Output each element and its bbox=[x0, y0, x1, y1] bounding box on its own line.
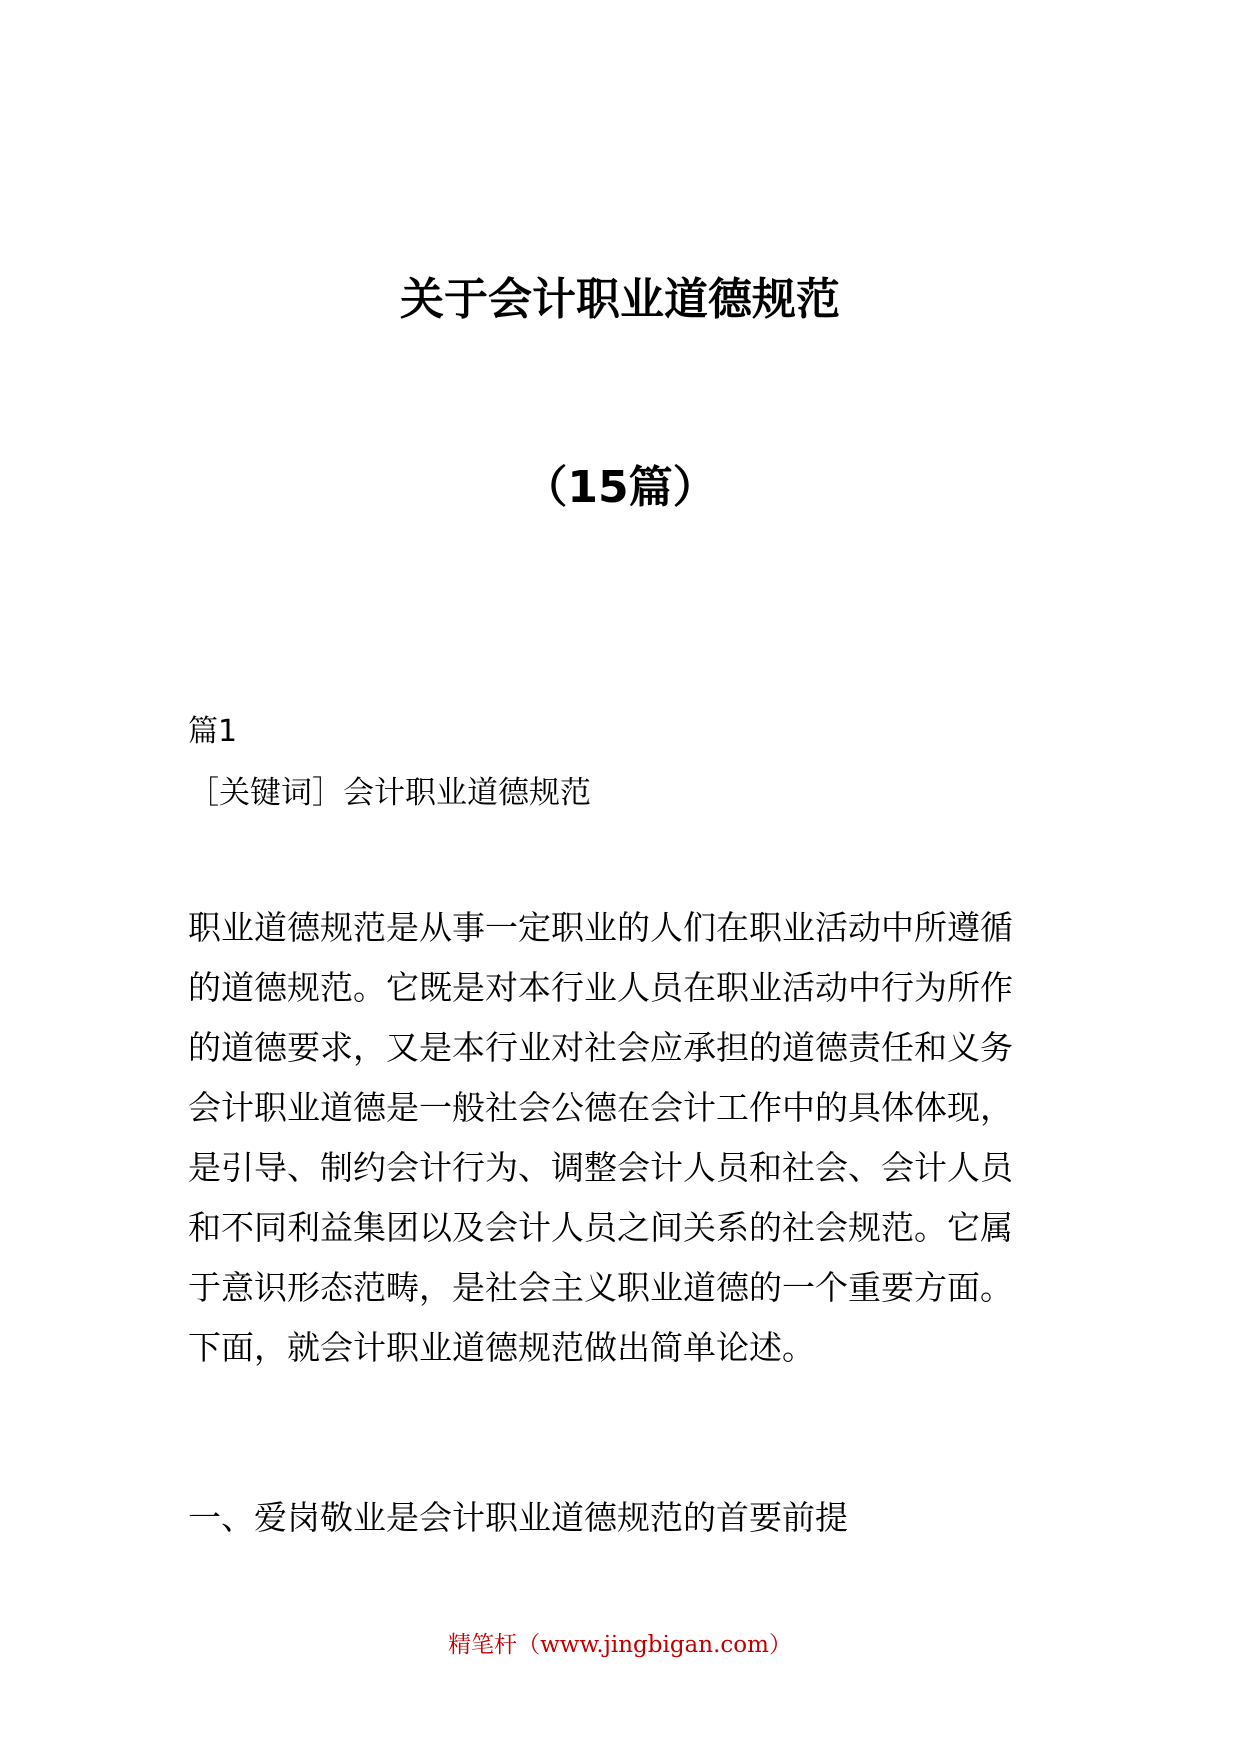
body-line: 是引导、制约会计行为、调整会计人员和社会、会计人员 bbox=[188, 1148, 1013, 1187]
document-title: 关于会计职业道德规范 bbox=[400, 274, 840, 325]
body-line: 职业道德规范是从事一定职业的人们在职业活动中所遵循 bbox=[188, 908, 1013, 947]
footer-watermark: 精笔杆（www.jingbigan.com） bbox=[448, 1632, 792, 1658]
body-line: 和不同利益集团以及会计人员之间关系的社会规范。它属 bbox=[188, 1208, 1013, 1247]
body-line: 会计职业道德是一般社会公德在会计工作中的具体体现， bbox=[188, 1088, 1013, 1127]
body-line: 于意识形态范畴，是社会主义职业道德的一个重要方面。 bbox=[188, 1268, 1013, 1307]
body-line: 的道德规范。它既是对本行业人员在职业活动中行为所作 bbox=[188, 968, 1013, 1007]
section-label: 篇1 bbox=[188, 714, 238, 749]
body-line: 下面，就会计职业道德规范做出简单论述。 bbox=[188, 1328, 815, 1367]
keywords-line: ［关键词］会计职业道德规范 bbox=[188, 775, 591, 811]
section-heading: 一、爱岗敬业是会计职业道德规范的首要前提 bbox=[188, 1498, 848, 1537]
body-line: 的道德要求，又是本行业对社会应承担的道德责任和义务 bbox=[188, 1028, 1013, 1067]
document-subtitle: （15篇） bbox=[523, 462, 717, 513]
